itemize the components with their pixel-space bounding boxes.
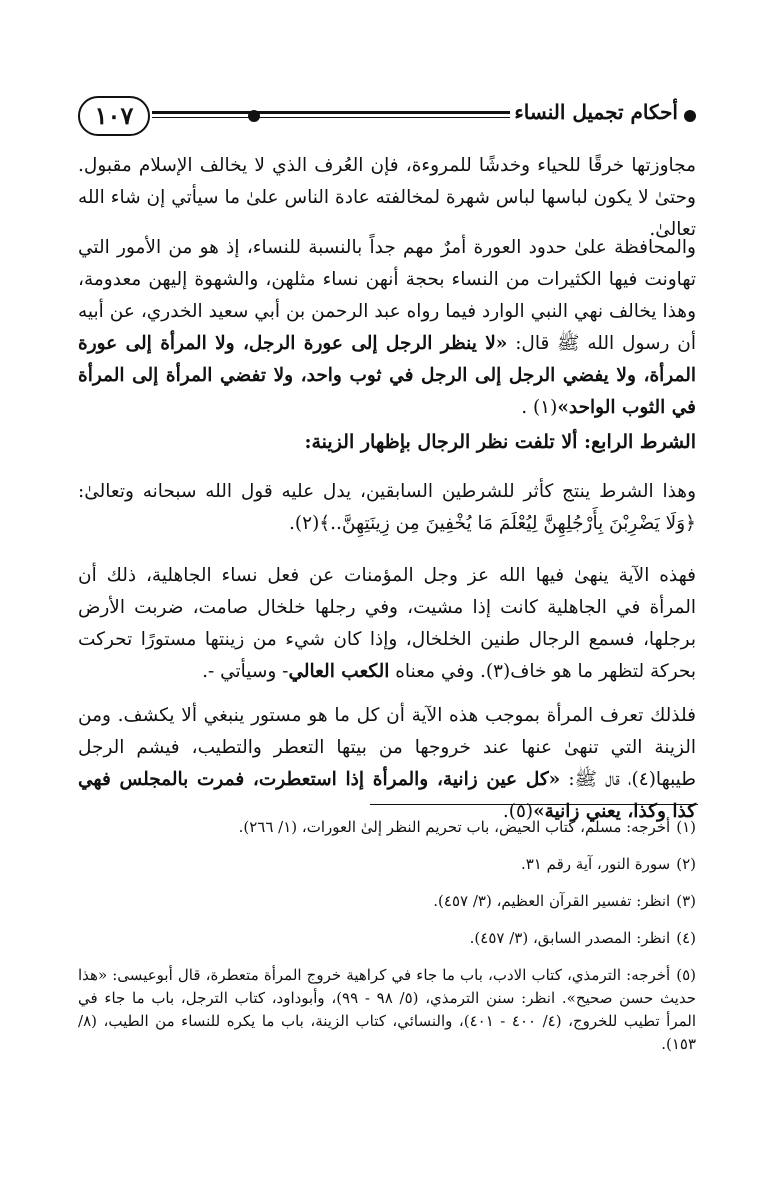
footnote-number: (٤): [676, 929, 696, 947]
footnote-item: [78, 927, 696, 950]
paragraph-text: فهذه الآية ينهىٰ فيها الله عز وجل المؤمنات عن فعل نساء الجاهلية، ذلك أن المرأة في الجاهلية كانت إذا مشيت، وفي رجلها خلخال صامت، ضربت الأرض برجلها، فسمع الرجال طنين الخلخال، وإذا كان شيء من زينتها مستورًا تحركت بحركة لتظهر ما هو خاف(٣). وفي معناه: [78, 565, 696, 682]
footnote-separator: [370, 804, 698, 805]
emphasis-text: الكعب العالي: [288, 661, 390, 682]
bullet-icon: [684, 110, 696, 122]
paragraph-text: وهذا الشرط ينتج كأثر للشرطين السابقين، يدل عليه قول الله سبحانه وتعالىٰ: ﴿وَلَا يَضْرِبْنَ بِأَرْجُلِهِنَّ لِيُعْلَمَ مَا يُخْفِينَ مِن زِينَتِهِنَّ..﴾(٢).: [78, 481, 696, 534]
paragraph-text: - وسيأتي -.: [202, 661, 289, 682]
footnote-item: [78, 816, 696, 839]
hadith-quote: «كل عين زانية، والمرأة إذا استعطرت، فمرت بالمجلس فهي كذا وكذا، يعني زانية»: [78, 769, 696, 822]
paragraph-text: والمحافظة علىٰ حدود العورة أمرٌ مهم جداً بالنسبة للنساء، إذ هو من الأمور التي تهاونت فيها الكثيرات من النساء بحجة أنهن نساء مثلهن، والشهوة إليهن معدومة، وهذا يخالف نهي النبي الوارد فيما رواه عبد الرحمن بن أبي سعيد الخدري، عن أبيه أن رسول الله ﷺ قال:: [78, 237, 697, 354]
footnote-number: (٣): [676, 892, 696, 910]
footnote-text: أخرجه: مسلم، كتاب الحيض، باب تحريم النظر إلىٰ العورات، (١/ ٢٦٦).: [238, 818, 671, 836]
footnote-number: (٢): [676, 855, 696, 873]
footnote-item: [78, 890, 696, 913]
footnote-number: (٥): [676, 966, 696, 984]
paragraph-text: مجاوزتها خرقًا للحياء وخدشًا للمروءة، فإن العُرف الذي لا يخالف الإسلام مقبول. وحتىٰ لا يكون لباسها لباس شهرة لمخالفته عادة الناس علىٰ ما سيأتي إن شاء الله تعالىٰ.: [78, 155, 696, 240]
paragraph-5: [78, 700, 696, 828]
hadith-quote: «لا ينظر الرجل إلى عورة الرجل، ولا المرأة إلى عورة المرأة، ولا يفضي الرجل إلى الرجل في ثوب واحد، ولا تفضي المرأة إلى المرأة في الثوب الواحد»: [78, 333, 696, 418]
footnote-text: انظر: المصدر السابق، (٣/ ٤٥٧).: [469, 929, 671, 947]
footnote-ref: (١) .: [521, 397, 558, 418]
page-header: [78, 96, 696, 138]
footnote-number: (١): [676, 818, 696, 836]
footnotes: [78, 816, 696, 1070]
footnote-item: [78, 853, 696, 876]
paragraph-3: [78, 476, 696, 540]
footnote-item: [78, 964, 696, 1056]
heading-text: الشرط الرابع: ألا تلفت نظر الرجال بإظهار الزينة:: [304, 431, 696, 453]
footnote-text: أخرجه: الترمذي، كتاب الادب، باب ما جاء في كراهية خروج المرأة متعطرة، قال أبوعيسى: «هذا حديث حسن صحيح». انظر: سنن الترمذي، (٥/ ٩٨ - ٩٩)، وأبوداود، كتاب الترجل، باب ما جاء في المرأ تطيب للخروج، (٤/ ٤٠٠ - ٤٠١)، والنسائي، كتاب الزينة، باب ما يكره للنساء من الطيب، (٨/ ١٥٣).: [78, 966, 696, 1053]
paragraph-2: [78, 232, 696, 424]
paragraph-text: فلذلك تعرف المرأة بموجب هذه الآية أن كل ما هو مستور ينبغي ألا يكشف. ومن الزينة التي تنهىٰ عنها عند خروجها من بيتها التعطر والتطيب، فيشم الرجل طيبها(٤)، قال ﷺ:: [78, 705, 696, 790]
page-number: ١٠٧: [78, 96, 150, 136]
header-rule: [152, 111, 510, 118]
bullet-icon: [248, 110, 260, 122]
paragraph-4: [78, 560, 696, 688]
section-heading: [78, 426, 696, 458]
footnote-ref: (٥).: [502, 801, 534, 822]
footnote-text: سورة النور، آية رقم ٣١.: [520, 855, 671, 873]
running-title: أحكام تجميل النساء: [514, 100, 678, 124]
footnote-text: انظر: تفسير القرآن العظيم، (٣/ ٤٥٧).: [433, 892, 671, 910]
